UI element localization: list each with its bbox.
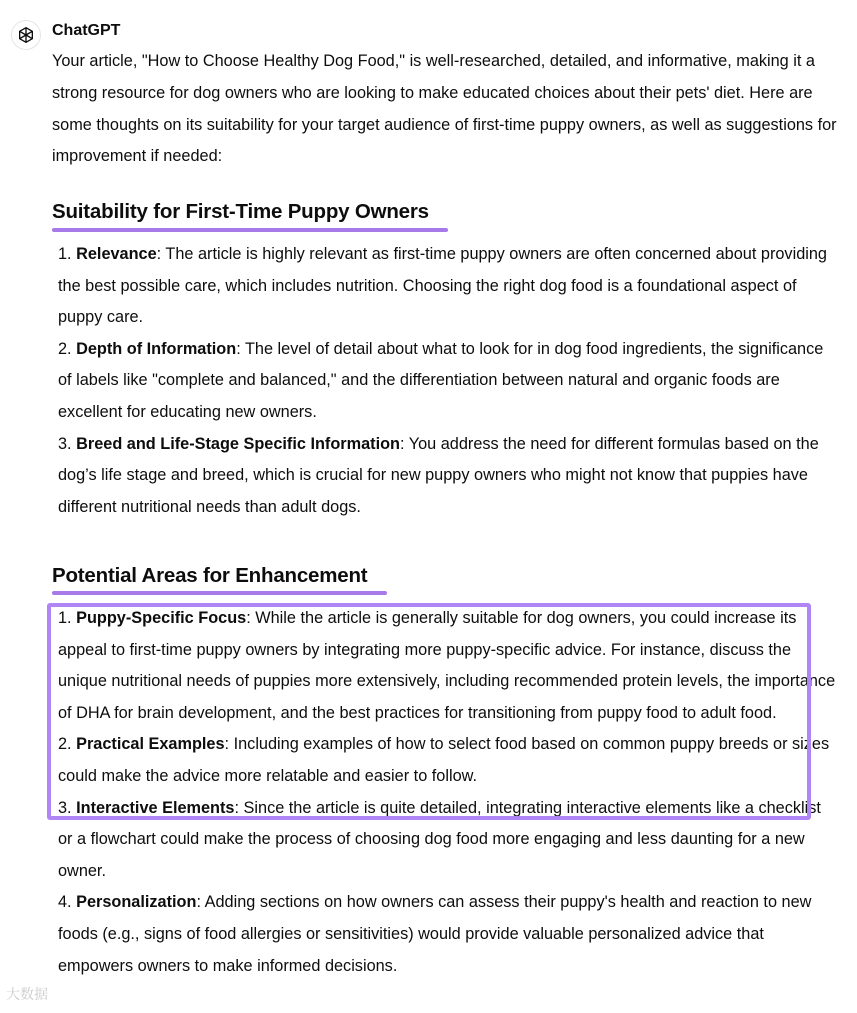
item-number: 4. [58, 893, 77, 912]
openai-logo-icon [16, 25, 36, 45]
list-item [58, 334, 838, 429]
item-number: 2. [58, 735, 77, 754]
chatgpt-avatar [11, 20, 41, 50]
highlight-annotation-box [47, 603, 811, 820]
item-text: : Including examples of how to select food based on common puppy breeds or sizes could make the advice more relatable and easier to follow. [58, 735, 830, 785]
item-text: : While the article is generally suitable for dog owners, you could increase its appeal to first-time puppy owners by integrating more puppy-specific advice. For instance, discuss the unique nutritional needs of puppies more extensively, including recommended protein levels, the importance of DHA for brain development, and the best practices for transitioning from puppy food to adult food. [58, 609, 836, 722]
list-item [58, 887, 838, 982]
suitability-list [58, 239, 838, 523]
item-text: : The article is highly relevant as first-time puppy owners are often concerned about providing the best possible care, which includes nutrition. Choosing the right dog food is a foundational aspect of puppy care. [58, 245, 827, 327]
sender-name: ChatGPT [52, 22, 121, 39]
item-text: : You address the need for different formulas based on the dog’s life stage and breed, which is crucial for new puppy owners who might not know that puppies have different nutritional needs than adult dogs. [58, 434, 819, 516]
item-number: 1. [58, 609, 77, 627]
list-item [58, 429, 838, 524]
item-title: Practical Examples [76, 735, 225, 754]
watermark: 大数据 [6, 986, 48, 1002]
intro-paragraph: Your article, "How to Choose Healthy Dog Food," is well-researched, detailed, and informative, making it a strong resource for dog owners who are looking to make educated choices about their pets' diet. Here are some thoughts on its suitability for your target audience of first-time puppy owners, as well as suggestions for improvement if needed: [52, 52, 837, 166]
section-heading-enhancement: Potential Areas for Enhancement [52, 564, 368, 587]
item-title: Interactive Elements [76, 798, 235, 817]
item-title: Personalization [76, 893, 197, 912]
item-text: : The level of detail about what to look for in dog food ingredients, the significance of labels like "complete and balanced," and the differentiation between natural and organic foods are excellent for educating new owners. [58, 339, 824, 421]
item-number: 3. [58, 434, 77, 453]
heading-underline [52, 591, 387, 595]
item-text: : Since the article is quite detailed, integrating interactive elements like a checklist or a flowchart could make the process of choosing dog food more engaging and less daunting for a new owner. [58, 798, 821, 880]
list-item [58, 239, 838, 334]
item-number: 2. [58, 339, 77, 358]
heading-underline [52, 228, 448, 232]
item-title: Relevance [76, 245, 157, 263]
item-title: Depth of Information [76, 339, 237, 358]
item-text: : Adding sections on how owners can assess their puppy's health and reaction to new foods (e.g., signs of food allergies or sensitivities) would provide valuable personalized advice that empowers owners to make informed decisions. [58, 893, 812, 975]
item-number: 1. [58, 245, 77, 263]
item-number: 3. [58, 798, 77, 817]
item-title: Puppy-Specific Focus [76, 609, 247, 627]
section-heading-suitability: Suitability for First-Time Puppy Owners [52, 200, 429, 223]
item-title: Breed and Life-Stage Specific Information [76, 434, 400, 453]
